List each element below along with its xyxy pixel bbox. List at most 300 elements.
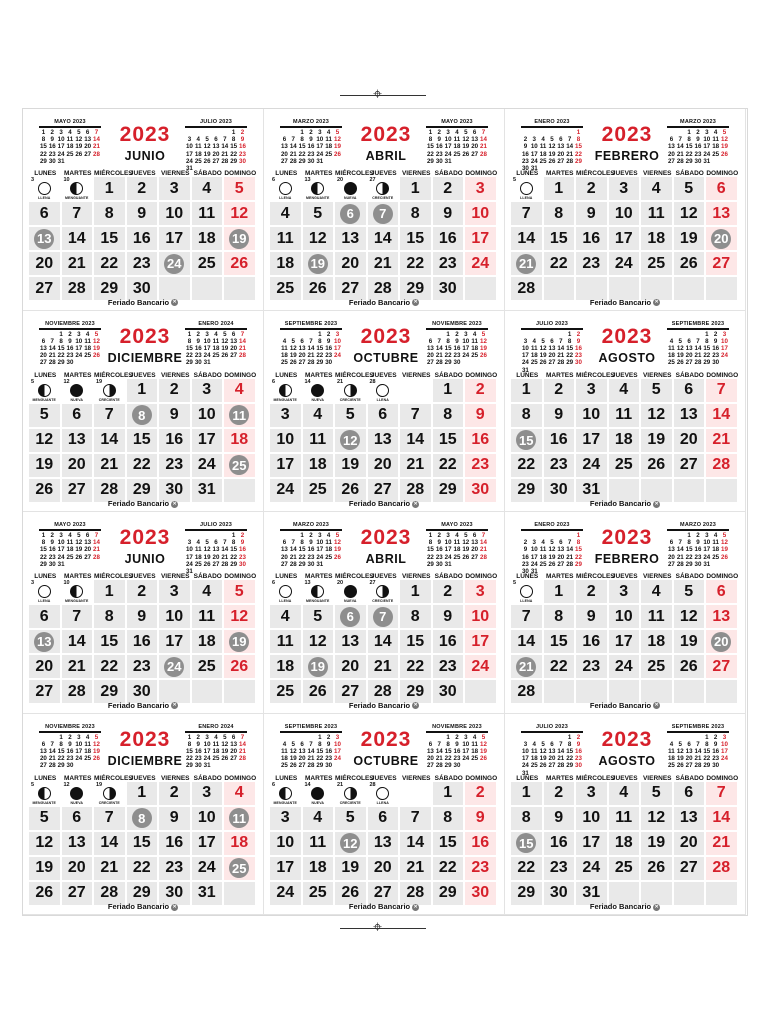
month-grid	[29, 580, 257, 703]
mini-calendar	[185, 522, 247, 575]
day-14: 14	[94, 429, 125, 452]
month-title: AGOSTO	[598, 753, 656, 768]
mini-calendar-row	[521, 345, 583, 352]
mini-day: 13	[471, 136, 479, 144]
moon-phase-icon	[70, 182, 83, 195]
mini-day: 7	[481, 532, 486, 539]
weekday-label: JUEVES	[611, 774, 638, 782]
mini-day: 8	[59, 740, 63, 748]
mini-calendar	[39, 321, 101, 367]
day-27: 27	[335, 277, 366, 300]
weekday-label: MARTES	[64, 170, 92, 177]
mini-day	[74, 762, 83, 769]
mini-day: 9	[326, 337, 331, 345]
day-5: 5	[674, 580, 705, 603]
weekday-label: JUEVES	[370, 170, 397, 177]
day-5: 5	[29, 807, 60, 830]
mini-day	[289, 532, 298, 539]
mini-day: 21	[694, 755, 702, 763]
mini-day: 28	[566, 157, 574, 165]
moon-phase-label: MENGUANTE	[306, 599, 330, 603]
mini-day: 3	[464, 733, 468, 741]
mini-day	[461, 158, 470, 165]
mini-calendar-title: MAYO 2023	[54, 522, 86, 528]
weekday-label: MARTES	[546, 774, 574, 782]
mini-calendar-row	[280, 539, 342, 546]
mini-day: 10	[203, 740, 211, 748]
day-20: 20	[368, 454, 399, 477]
mini-day: 28	[557, 359, 565, 367]
mini-day: 26	[334, 150, 341, 158]
mini-day	[307, 734, 316, 741]
day-13: 13	[368, 429, 399, 452]
mini-day: 9	[437, 136, 441, 144]
day-21: 21	[368, 252, 399, 275]
weekday-label: VIERNES	[642, 774, 672, 782]
mini-day: 21	[694, 352, 702, 360]
day-2: 2	[127, 177, 158, 200]
mini-day: 20	[548, 755, 556, 763]
moon-date: 5	[31, 378, 35, 385]
mini-day	[470, 359, 479, 366]
mini-day: 27	[280, 560, 288, 568]
mini-calendar-bar	[521, 529, 583, 531]
mini-calendar-row	[280, 734, 342, 741]
day-17: 17	[270, 857, 301, 880]
bank-holiday-legend	[505, 298, 745, 307]
mini-calendar-bar	[280, 529, 342, 531]
mini-day: 29	[185, 359, 193, 367]
mini-day: 3	[77, 733, 81, 741]
day-3: 3	[576, 379, 607, 402]
day-28: 28	[62, 277, 93, 300]
holiday-marker: 6	[340, 204, 360, 224]
moon-phase-icon	[520, 585, 533, 598]
mini-day: 22	[298, 150, 306, 158]
mini-day: 4	[214, 330, 218, 338]
day-15: 15	[400, 630, 431, 653]
day-11: 11	[192, 202, 223, 225]
mini-day: 17	[203, 747, 211, 755]
mini-calendar-row	[521, 554, 583, 561]
mini-day: 27	[39, 762, 47, 770]
mini-day: 13	[557, 143, 565, 151]
mini-day: 22	[703, 755, 711, 763]
mini-day: 15	[566, 747, 574, 755]
mini-day: 30	[66, 762, 74, 770]
day-25: 25	[303, 882, 334, 905]
mini-calendar-title: ENERO 2023	[534, 119, 570, 125]
mini-day: 16	[575, 747, 582, 755]
mini-day: 8	[187, 337, 192, 345]
mini-day: 19	[75, 143, 83, 151]
mini-day: 5	[223, 733, 227, 741]
weekday-label: DOMINGO	[706, 573, 739, 580]
mini-day	[307, 331, 316, 338]
mini-calendar	[39, 724, 101, 770]
moon-date: 21	[337, 378, 344, 385]
mini-day	[238, 359, 247, 366]
mini-day: 15	[57, 747, 65, 755]
mini-day: 7	[94, 532, 99, 539]
day-12: 12	[303, 227, 334, 250]
mini-day	[229, 359, 238, 366]
day-5: 5	[335, 807, 366, 830]
mini-calendar-row	[185, 539, 247, 546]
mini-day: 16	[194, 344, 202, 352]
mini-day: 23	[48, 150, 56, 158]
weekday-label: LUNES	[275, 573, 298, 580]
mini-day: 15	[685, 143, 693, 151]
day-16: 16	[544, 832, 575, 855]
mini-day: 18	[325, 143, 333, 151]
moon-phase-icon	[376, 787, 389, 800]
mini-day: 8	[567, 337, 572, 345]
mini-day: 23	[66, 352, 74, 360]
moon-date: 3	[31, 580, 35, 586]
day-cell	[400, 782, 431, 805]
day-19	[303, 252, 334, 275]
day-7: 7	[400, 807, 431, 830]
mini-calendar-bar	[39, 529, 101, 531]
mini-day: 26	[221, 755, 229, 763]
mini-day: 1	[687, 532, 691, 539]
mini-day: 8	[687, 539, 691, 547]
mini-day: 3	[77, 330, 81, 338]
weekday-label: DOMINGO	[465, 170, 498, 177]
day-8	[127, 404, 158, 427]
day-4: 4	[270, 202, 301, 225]
mini-day: 5	[77, 532, 81, 539]
mini-day: 17	[203, 344, 211, 352]
mini-day: 20	[280, 150, 288, 158]
day-4: 4	[641, 177, 672, 200]
mini-day: 18	[539, 553, 547, 561]
day-3: 3	[270, 404, 301, 427]
mini-calendar-row	[39, 331, 101, 338]
mini-calendar-row	[280, 129, 342, 136]
day-31: 31	[192, 479, 223, 502]
mini-day: 24	[316, 150, 324, 158]
mini-day: 2	[455, 330, 459, 338]
day-23: 23	[127, 252, 158, 275]
mini-day: 20	[557, 150, 565, 158]
mini-day: 26	[75, 150, 83, 158]
mini-day: 13	[548, 344, 556, 352]
weekday-label: MIÉRCOLES	[94, 573, 133, 580]
mini-day: 2	[196, 733, 200, 741]
day-15	[511, 429, 542, 452]
day-6: 6	[368, 404, 399, 427]
mini-day: 4	[532, 337, 536, 345]
day-27: 27	[29, 277, 60, 300]
mini-day: 22	[444, 755, 452, 763]
mini-calendar-row	[521, 762, 583, 769]
holiday-icon: ✕	[654, 500, 659, 507]
bank-holiday-legend	[264, 701, 504, 710]
mini-day: 28	[239, 755, 246, 763]
mini-day: 24	[203, 755, 211, 763]
mini-day: 4	[68, 129, 72, 136]
weekday-label: DOMINGO	[224, 371, 257, 379]
mini-day: 26	[221, 352, 229, 360]
calendar-header	[264, 714, 504, 770]
mini-day: 13	[84, 136, 92, 144]
month-title: JUNIO	[124, 149, 166, 163]
weekday-label: MARTES	[305, 774, 333, 782]
mini-day: 30	[694, 157, 702, 165]
year-label: 2023	[119, 123, 171, 146]
moon-date: 5	[513, 177, 517, 183]
weekday-label: JUEVES	[129, 371, 156, 379]
weekday-label: DOMINGO	[706, 371, 739, 379]
mini-day	[220, 762, 229, 769]
mini-calendar-row	[521, 158, 583, 165]
weekday-label: LUNES	[275, 170, 298, 177]
mini-day	[220, 129, 229, 136]
mini-calendar-row	[667, 734, 729, 741]
weekday-label: MARTES	[546, 573, 574, 580]
day-7	[368, 202, 399, 225]
day-23: 23	[433, 252, 464, 275]
mini-day: 11	[66, 539, 74, 547]
mini-day: 31	[521, 366, 529, 374]
day-1: 1	[400, 177, 431, 200]
day-14: 14	[94, 832, 125, 855]
mini-day: 22	[566, 755, 574, 763]
mini-day	[548, 532, 557, 539]
mini-day: 11	[212, 337, 220, 345]
mini-day: 2	[696, 129, 700, 136]
day-10: 10	[159, 605, 190, 628]
mini-day: 4	[326, 129, 331, 136]
mini-calendar-row	[280, 748, 342, 755]
mini-day: 17	[521, 352, 529, 360]
mini-day: 7	[240, 330, 245, 338]
day-1: 1	[544, 177, 575, 200]
day-21: 21	[62, 252, 93, 275]
mini-calendar	[39, 522, 101, 568]
day-12: 12	[29, 832, 60, 855]
mini-day: 25	[712, 553, 720, 561]
day-19	[224, 630, 255, 653]
weekday-label: SÁBADO	[434, 170, 463, 177]
day-30: 30	[544, 479, 575, 502]
mini-day: 18	[194, 553, 202, 561]
day-28: 28	[400, 479, 431, 502]
day-30: 30	[159, 882, 190, 905]
holiday-marker: 12	[340, 430, 360, 450]
year-label: 2023	[360, 526, 412, 549]
mini-day	[470, 561, 479, 568]
mini-day: 5	[541, 740, 545, 748]
mini-day: 27	[84, 150, 92, 158]
day-13	[29, 630, 60, 653]
mini-calendar-row	[39, 554, 101, 561]
mini-day: 19	[334, 546, 341, 554]
day-5: 5	[224, 580, 255, 603]
day-10: 10	[609, 605, 640, 628]
mini-day: 28	[557, 762, 565, 770]
mini-day: 12	[203, 546, 211, 554]
mini-day: 18	[712, 546, 720, 554]
mini-calendar-bar	[426, 126, 488, 128]
holiday-icon: ✕	[413, 500, 418, 507]
day-12: 12	[674, 202, 705, 225]
mini-day: 9	[68, 337, 72, 345]
mini-day: 27	[471, 150, 479, 158]
mini-day: 2	[576, 733, 581, 741]
mini-calendar-row	[39, 748, 101, 755]
mini-day: 15	[316, 747, 324, 755]
mini-day: 27	[212, 560, 220, 568]
weekday-label: SÁBADO	[675, 170, 704, 177]
mini-day: 26	[721, 150, 728, 158]
holiday-marker: 20	[711, 229, 731, 249]
mini-day	[720, 561, 729, 568]
mini-calendar-row	[185, 129, 247, 136]
day-9: 9	[127, 605, 158, 628]
mini-day: 19	[221, 747, 229, 755]
day-2: 2	[433, 177, 464, 200]
day-cell	[335, 782, 366, 805]
mini-day: 19	[548, 150, 556, 158]
mini-day: 14	[307, 747, 315, 755]
mini-day: 19	[721, 546, 728, 554]
mini-day	[212, 359, 221, 366]
mini-day: 26	[676, 762, 684, 770]
mini-day: 30	[325, 762, 333, 770]
mini-day: 9	[523, 546, 528, 554]
weekday-label: VIERNES	[401, 170, 431, 177]
day-11: 11	[609, 807, 640, 830]
mini-day: 22	[57, 755, 65, 763]
mini-day: 7	[559, 337, 563, 345]
day-1: 1	[544, 580, 575, 603]
day-14: 14	[62, 227, 93, 250]
moon-phase-label: LLENA	[38, 599, 51, 603]
weekday-label: DOMINGO	[224, 573, 257, 580]
mini-day: 14	[435, 747, 443, 755]
mini-day: 10	[75, 740, 83, 748]
mini-day: 8	[300, 539, 304, 547]
mini-day: 9	[455, 740, 459, 748]
mini-day: 23	[575, 352, 582, 360]
mini-day	[565, 129, 574, 136]
mini-day: 17	[185, 553, 193, 561]
mini-day: 9	[713, 337, 718, 345]
mini-day: 7	[437, 740, 441, 748]
mini-day: 1	[59, 330, 63, 338]
mini-day: 14	[93, 136, 100, 144]
mini-day: 2	[437, 532, 441, 539]
day-29: 29	[433, 479, 464, 502]
holiday-marker: 8	[132, 808, 152, 828]
moon-phase-icon	[70, 585, 83, 598]
mini-calendar-row	[521, 741, 583, 748]
mini-day: 12	[75, 136, 83, 144]
day-2: 2	[127, 580, 158, 603]
mini-calendar-row	[426, 532, 488, 539]
mini-day: 1	[446, 330, 450, 338]
weekday-header	[29, 573, 257, 580]
mini-day: 4	[455, 129, 459, 136]
mini-day: 5	[481, 733, 486, 741]
mini-calendar-row	[280, 345, 342, 352]
mini-day: 25	[539, 157, 547, 165]
weekday-label: VIERNES	[642, 170, 672, 177]
mini-day: 11	[539, 546, 547, 554]
weekday-label: MIÉRCOLES	[335, 371, 374, 379]
mini-day: 19	[75, 546, 83, 554]
mini-calendar-title: MAYO 2023	[441, 522, 473, 528]
mini-calendar-row	[39, 755, 101, 762]
mini-day: 25	[194, 157, 202, 165]
holiday-marker: 21	[516, 254, 536, 274]
mini-day	[426, 331, 435, 338]
day-21: 21	[94, 857, 125, 880]
mini-day	[548, 129, 557, 136]
day-9: 9	[433, 202, 464, 225]
holiday-marker: 11	[229, 808, 249, 828]
day-cell	[62, 177, 93, 200]
bank-holiday-legend	[505, 701, 745, 710]
day-13: 13	[674, 807, 705, 830]
day-15: 15	[400, 227, 431, 250]
weekday-label: LUNES	[275, 774, 298, 782]
weekday-header	[270, 170, 498, 177]
mini-day	[298, 331, 307, 338]
mini-day: 17	[462, 747, 470, 755]
day-cell	[368, 782, 399, 805]
moon-phase-label: CRECIENTE	[98, 397, 120, 402]
mini-day: 16	[453, 344, 461, 352]
mini-day: 2	[326, 733, 331, 741]
day-8: 8	[544, 202, 575, 225]
mini-day: 2	[50, 532, 54, 539]
mini-day: 30	[435, 560, 443, 568]
mini-day: 29	[575, 560, 582, 568]
mini-day: 11	[212, 740, 220, 748]
mini-day: 22	[426, 553, 434, 561]
day-22: 22	[511, 454, 542, 477]
mini-day: 18	[667, 755, 675, 763]
mini-day: 24	[521, 762, 529, 770]
mini-day: 20	[426, 352, 434, 360]
mini-day	[39, 734, 48, 741]
mini-day: 26	[721, 553, 728, 561]
moon-phase-label: MENGUANTE	[273, 800, 297, 805]
mini-day: 31	[57, 157, 65, 165]
year-label: 2023	[360, 123, 412, 146]
mini-day: 14	[48, 747, 56, 755]
mini-day: 9	[309, 136, 313, 144]
mini-day: 28	[435, 359, 443, 367]
day-11: 11	[270, 630, 301, 653]
day-4: 4	[192, 177, 223, 200]
mini-day: 2	[240, 129, 245, 136]
mini-day: 10	[185, 546, 193, 554]
mini-calendar-row	[521, 539, 583, 546]
mini-day: 19	[93, 344, 100, 352]
day-cell	[29, 177, 60, 200]
day-17: 17	[465, 630, 496, 653]
mini-day: 9	[196, 337, 200, 345]
day-14: 14	[400, 429, 431, 452]
mini-calendar-row	[280, 151, 342, 158]
weekday-header	[29, 775, 257, 782]
mini-day: 24	[521, 359, 529, 367]
